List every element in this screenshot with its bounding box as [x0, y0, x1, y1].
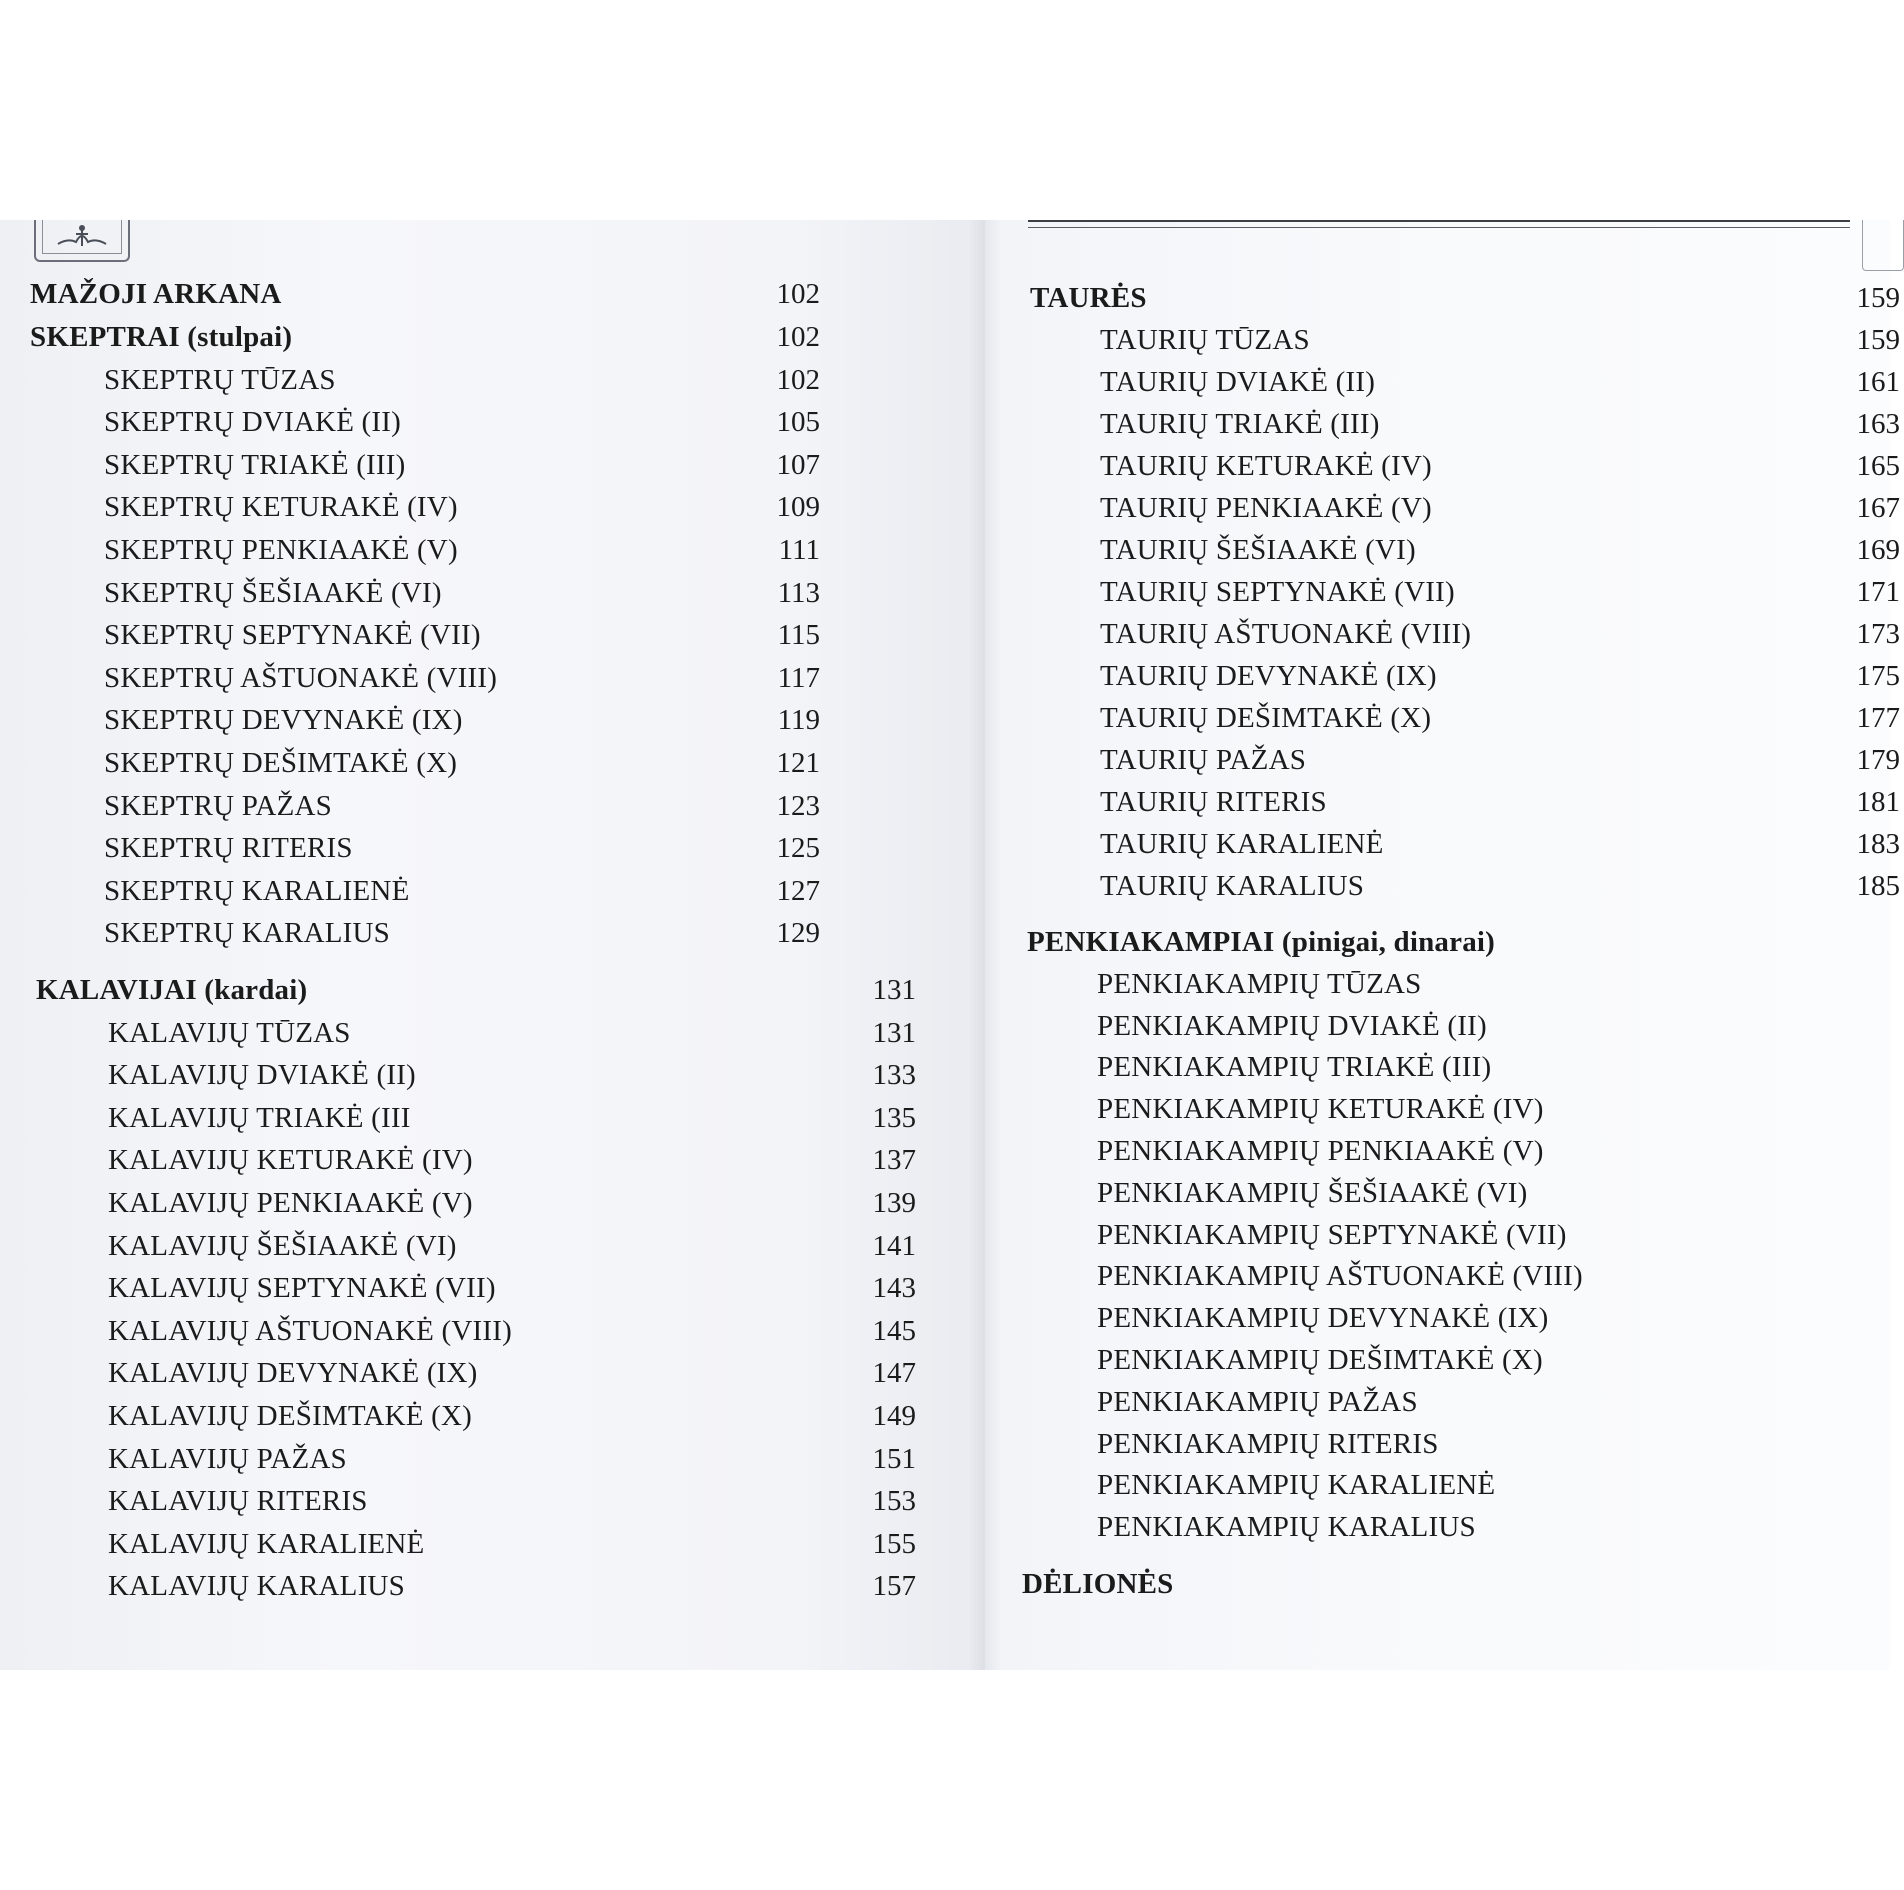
toc-entry-page-number: 165: [1856, 450, 1900, 482]
toc-entry: PENKIAKAMPIŲ KETURAKĖ (IV): [1097, 1093, 1544, 1126]
toc-entry: TAURIŲ KETURAKĖ (IV): [1100, 450, 1432, 482]
section-heading: DĖLIONĖS: [1022, 1568, 1174, 1600]
section-heading: TAURĖS: [1030, 282, 1147, 314]
toc-entry-page-number: 153: [872, 1485, 916, 1518]
toc-entry: SKEPTRŲ ŠEŠIAAKĖ (VI): [104, 576, 442, 609]
toc-entry-page-number: 149: [872, 1400, 916, 1432]
toc-entry: PENKIAKAMPIŲ ŠEŠIAAKĖ (VI): [1097, 1176, 1528, 1209]
section-page-number: 131: [872, 974, 916, 1006]
toc-entry-page-number: 123: [776, 789, 820, 822]
section-heading: MAŽOJI ARKANA: [30, 278, 282, 310]
toc-entry: KALAVIJŲ TŪZAS: [108, 1016, 351, 1049]
toc-entry-page-number: 135: [872, 1101, 916, 1134]
toc-entry: TAURIŲ PAŽAS: [1100, 744, 1307, 776]
toc-entry: PENKIAKAMPIŲ TŪZAS: [1097, 967, 1422, 1000]
toc-entry: TAURIŲ TRIAKĖ (III): [1100, 408, 1380, 440]
toc-entry: SKEPTRŲ KETURAKĖ (IV): [104, 491, 458, 524]
toc-entry-page-number: 183: [1856, 828, 1900, 860]
toc-entry-page-number: 143: [872, 1272, 916, 1305]
toc-entry: TAURIŲ PENKIAAKĖ (V): [1100, 492, 1432, 524]
toc-entry: KALAVIJŲ ŠEŠIAAKĖ (VI): [108, 1229, 457, 1262]
toc-entry-page-number: 161: [1856, 366, 1900, 398]
toc-entry-page-number: 105: [776, 406, 820, 439]
toc-entry: PENKIAKAMPIŲ SEPTYNAKĖ (VII): [1097, 1218, 1567, 1251]
toc-entry-page-number: 181: [1856, 786, 1900, 818]
toc-entry: PENKIAKAMPIŲ RITERIS: [1097, 1427, 1439, 1460]
toc-entry: TAURIŲ KARALIENĖ: [1100, 828, 1384, 860]
toc-entry-page-number: 169: [1856, 534, 1900, 566]
toc-entry: TAURIŲ TŪZAS: [1100, 324, 1310, 356]
toc-entry: KALAVIJŲ PAŽAS: [108, 1442, 347, 1475]
toc-entry: SKEPTRŲ DVIAKĖ (II): [104, 406, 401, 439]
toc-entry: SKEPTRŲ DEŠIMTAKĖ (X): [104, 747, 458, 779]
table-of-contents: [0, 220, 1900, 1670]
toc-entry: KALAVIJŲ DEŠIMTAKĖ (X): [108, 1400, 473, 1432]
toc-entry-page-number: 127: [776, 874, 820, 907]
toc-entry: PENKIAKAMPIŲ PENKIAAKĖ (V): [1097, 1135, 1544, 1167]
toc-entry-page-number: 109: [776, 491, 820, 524]
toc-entry-page-number: 137: [872, 1144, 916, 1177]
toc-entry-page-number: 159: [1856, 324, 1900, 356]
toc-entry: KALAVIJŲ DEVYNAKĖ (IX): [108, 1357, 478, 1390]
toc-entry: SKEPTRŲ TŪZAS: [104, 363, 336, 396]
toc-entry: SKEPTRŲ PENKIAAKĖ (V): [104, 534, 458, 566]
toc-entry-page-number: 145: [872, 1314, 916, 1347]
toc-entry-page-number: 155: [872, 1527, 916, 1560]
toc-entry-page-number: 141: [872, 1229, 916, 1262]
toc-entry-page-number: 133: [872, 1059, 916, 1092]
toc-entry-page-number: 121: [776, 747, 820, 779]
toc-entry: PENKIAKAMPIŲ PAŽAS: [1097, 1385, 1418, 1418]
toc-entry: TAURIŲ SEPTYNAKĖ (VII): [1100, 576, 1455, 608]
toc-entry: PENKIAKAMPIŲ DEŠIMTAKĖ (X): [1097, 1344, 1543, 1376]
toc-entry: SKEPTRŲ AŠTUONAKĖ (VIII): [104, 661, 498, 694]
toc-entry: PENKIAKAMPIŲ KARALIUS: [1097, 1511, 1476, 1544]
section-page-number: 102: [776, 321, 820, 353]
toc-entry: TAURIŲ ŠEŠIAAKĖ (VI): [1100, 534, 1416, 566]
section-heading: SKEPTRAI (stulpai): [30, 321, 293, 353]
toc-entry: TAURIŲ DEŠIMTAKĖ (X): [1100, 702, 1432, 734]
toc-entry: TAURIŲ RITERIS: [1100, 786, 1327, 818]
toc-entry-page-number: 171: [1856, 576, 1900, 608]
toc-entry: KALAVIJŲ KARALIUS: [108, 1570, 405, 1603]
toc-entry-page-number: 167: [1856, 492, 1900, 524]
section-page-number: 102: [776, 278, 820, 310]
toc-entry: PENKIAKAMPIŲ DEVYNAKĖ (IX): [1097, 1302, 1549, 1335]
toc-entry-page-number: 111: [778, 534, 820, 566]
toc-entry: PENKIAKAMPIŲ DVIAKĖ (II): [1097, 1009, 1487, 1042]
toc-entry-page-number: 107: [776, 448, 820, 481]
toc-entry-page-number: 163: [1856, 408, 1900, 440]
toc-entry-page-number: 113: [777, 576, 820, 609]
toc-entry: TAURIŲ DEVYNAKĖ (IX): [1100, 660, 1437, 692]
toc-entry: KALAVIJŲ KETURAKĖ (IV): [108, 1144, 473, 1177]
toc-entry: PENKIAKAMPIŲ TRIAKĖ (III): [1097, 1051, 1492, 1084]
toc-entry-page-number: 131: [872, 1016, 916, 1049]
toc-entry: TAURIŲ KARALIUS: [1100, 870, 1365, 902]
toc-entry-page-number: 177: [1856, 702, 1900, 734]
toc-entry-page-number: 151: [872, 1442, 916, 1475]
toc-entry: TAURIŲ AŠTUONAKĖ (VIII): [1100, 618, 1472, 650]
book-spread: [0, 220, 1900, 1670]
toc-entry-page-number: 185: [1856, 870, 1900, 902]
section-page-number: 159: [1856, 282, 1900, 314]
toc-entry-page-number: 125: [776, 832, 820, 865]
toc-entry-page-number: 119: [777, 704, 820, 737]
toc-entry-page-number: 115: [777, 619, 820, 652]
toc-entry-page-number: 117: [777, 661, 820, 694]
toc-entry-page-number: 157: [872, 1570, 916, 1603]
toc-entry: KALAVIJŲ KARALIENĖ: [108, 1527, 425, 1560]
toc-entry: SKEPTRŲ KARALIUS: [104, 917, 390, 950]
toc-entry: SKEPTRŲ RITERIS: [104, 832, 353, 865]
toc-entry: KALAVIJŲ SEPTYNAKĖ (VII): [108, 1272, 496, 1305]
toc-entry: KALAVIJŲ TRIAKĖ (III: [108, 1101, 411, 1134]
toc-entry: SKEPTRŲ KARALIENĖ: [104, 874, 410, 907]
toc-entry: SKEPTRŲ DEVYNAKĖ (IX): [104, 704, 463, 737]
toc-entry-page-number: 129: [776, 917, 820, 950]
toc-entry: SKEPTRŲ SEPTYNAKĖ (VII): [104, 619, 481, 652]
toc-entry-page-number: 147: [872, 1357, 916, 1390]
toc-entry: PENKIAKAMPIŲ KARALIENĖ: [1097, 1469, 1496, 1502]
toc-entry-page-number: 102: [776, 363, 820, 396]
section-heading: PENKIAKAMPIAI (pinigai, dinarai): [1027, 926, 1496, 958]
toc-entry: KALAVIJŲ PENKIAAKĖ (V): [108, 1187, 473, 1219]
toc-entry: SKEPTRŲ TRIAKĖ (III): [104, 448, 406, 481]
toc-entry: TAURIŲ DVIAKĖ (II): [1100, 366, 1376, 398]
toc-entry: KALAVIJŲ AŠTUONAKĖ (VIII): [108, 1314, 512, 1347]
toc-entry-page-number: 179: [1856, 744, 1900, 776]
section-heading: KALAVIJAI (kardai): [36, 974, 308, 1006]
toc-entry-page-number: 139: [872, 1187, 916, 1219]
toc-entry: KALAVIJŲ RITERIS: [108, 1485, 368, 1518]
toc-entry: SKEPTRŲ PAŽAS: [104, 789, 332, 822]
toc-entry-page-number: 173: [1856, 618, 1900, 650]
toc-entry-page-number: 175: [1856, 660, 1900, 692]
toc-entry: PENKIAKAMPIŲ AŠTUONAKĖ (VIII): [1097, 1260, 1583, 1293]
toc-entry: KALAVIJŲ DVIAKĖ (II): [108, 1059, 416, 1092]
